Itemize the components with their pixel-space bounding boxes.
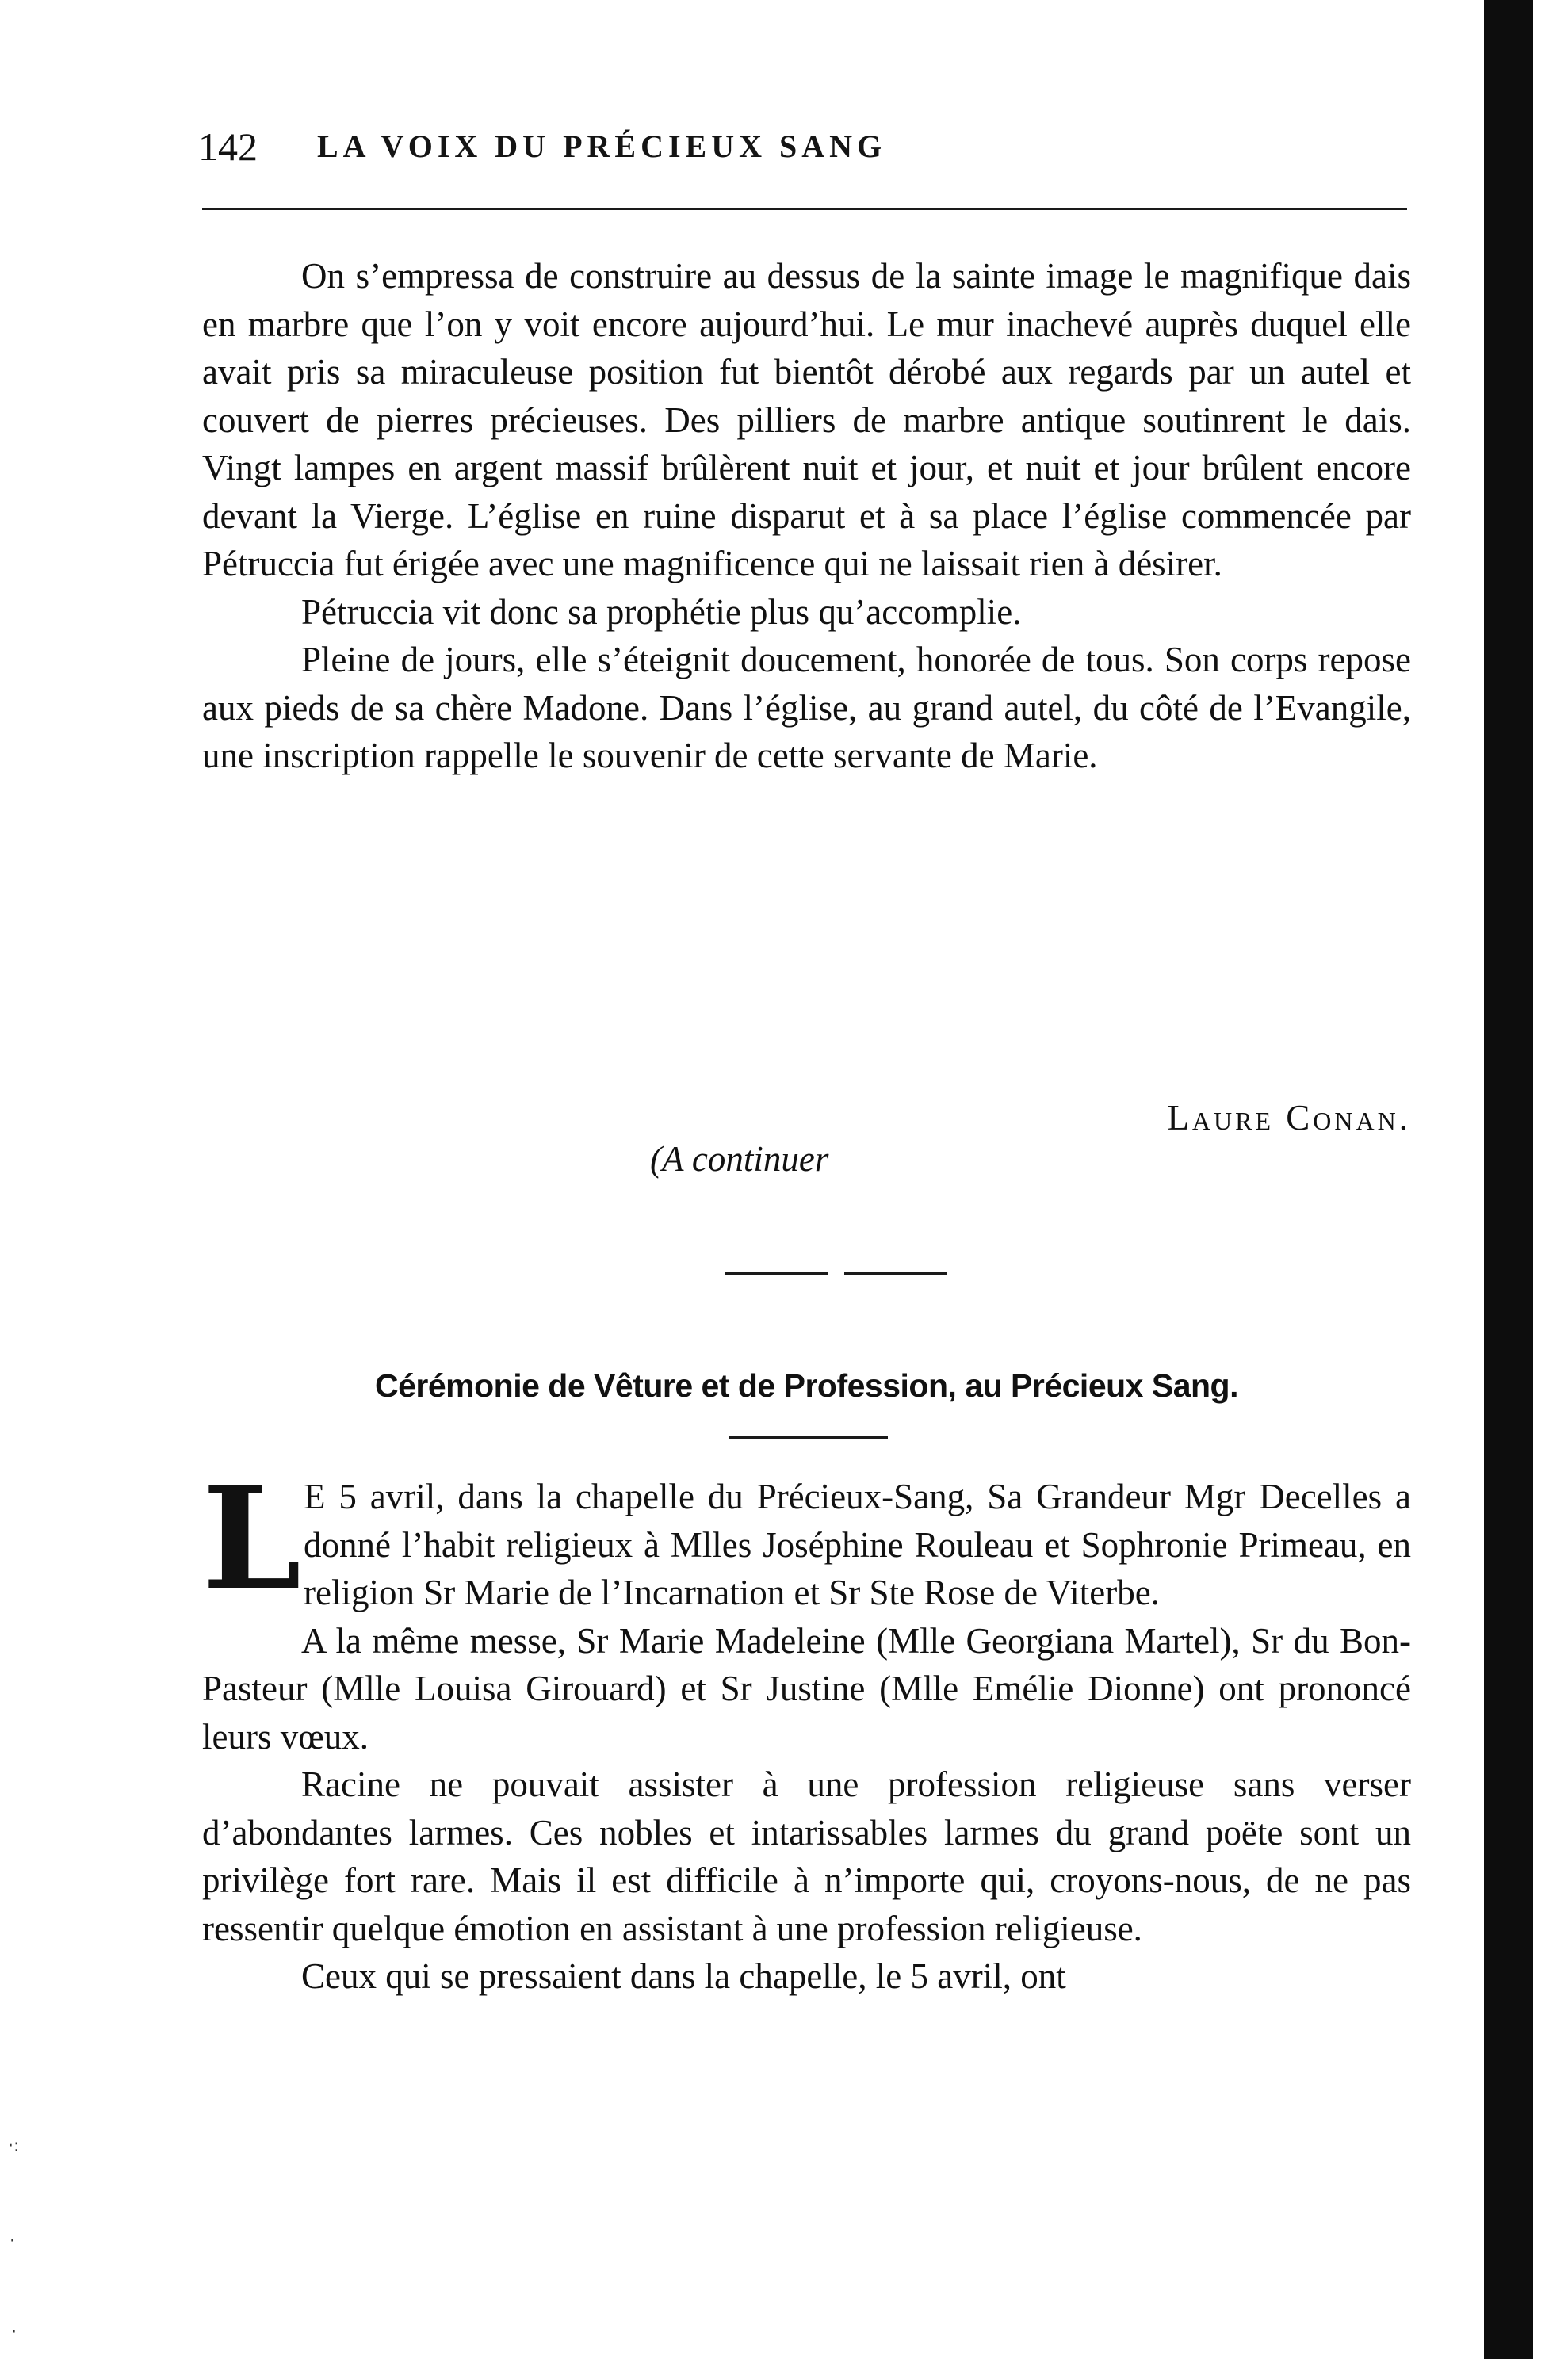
story-ending xyxy=(202,252,1411,780)
article-paragraph: Ceux qui se pressaient dans la chapelle, le 5 avril, ont xyxy=(301,1956,1066,1996)
article-paragraph: Racine ne pouvait assister à une profession religieuse sans verser d’abondantes larmes. Ces nobles et intarissables larmes du grand poëte sont un privilège fort rare. Mais il est difficile à n’importe qui, croyons-nous, de ne pas ressentir quelque émotion en assistant à une profession religieuse. xyxy=(202,1764,1411,1948)
scan-speck: · xyxy=(10,2231,15,2251)
running-title: LA VOIX DU PRÉCIEUX SANG xyxy=(317,128,887,164)
scan-binding-shadow xyxy=(1484,0,1533,2359)
article-lead-paragraph xyxy=(202,1455,1411,1621)
dropcap-letter: L xyxy=(202,1455,302,1621)
article-title: Cérémonie de Vêture et de Profession, au Précieux Sang. xyxy=(375,1367,1238,1404)
to-be-continued-note: (A continuer xyxy=(650,1139,829,1179)
scan-speck: · xyxy=(11,2323,17,2342)
page-number: 142 xyxy=(198,124,258,169)
article-body xyxy=(202,1455,1411,2001)
story-paragraph: Pétruccia vit donc sa prophétie plus qu’accomplie. xyxy=(301,591,1022,632)
separator-rule-left xyxy=(725,1272,828,1275)
running-head xyxy=(198,119,1411,174)
article-paragraph: A la même messe, Sr Marie Madeleine (Mlle Georgiana Martel), Sr du Bon-Pasteur (Mlle Louisa Girouard) et Sr Justine (Mlle Emélie Dionne) ont prononcé leurs vœux. xyxy=(202,1620,1411,1757)
scan-page-edge xyxy=(1533,0,1568,2359)
separator-rule-right xyxy=(844,1272,947,1275)
story-paragraph: On s’empressa de construire au dessus de la sainte image le magnifique dais en marbre que l’on y voit encore aujourd’hui. Le mur inachevé auprès duquel elle avait pris sa miraculeuse position fut bientôt dérobé aux regards par un autel et couvert de pierres précieuses. Des pilliers de marbre antique soutinrent le dais. Vingt lampes en argent massif brûlèrent nuit et jour, et nuit et jour brûlent encore devant la Vierge. L’église en ruine disparut et à sa place l’église commencée par Pétruccia fut érigée avec une magnificence qui ne laissait rien à désirer. xyxy=(202,256,1411,583)
title-rule xyxy=(729,1436,888,1439)
author-signature: Laure Conan. xyxy=(1167,1098,1411,1137)
scan-speck: ·: xyxy=(8,2136,20,2156)
header-rule xyxy=(202,208,1407,210)
lead-text: E 5 avril, dans la chapelle du Précieux-Sang, Sa Grandeur Mgr Decelles a donné l’habit religieux à Mlles Joséphine Rouleau et Sophronie Primeau, en religion Sr Marie de l’Incarnation et Sr Ste Rose de Viterbe. xyxy=(304,1477,1411,1612)
story-paragraph: Pleine de jours, elle s’éteignit doucement, honorée de tous. Son corps repose aux pieds de sa chère Madone. Dans l’église, au grand autel, du côté de l’Evangile, une inscription rappelle le souvenir de cette servante de Marie. xyxy=(202,640,1411,775)
